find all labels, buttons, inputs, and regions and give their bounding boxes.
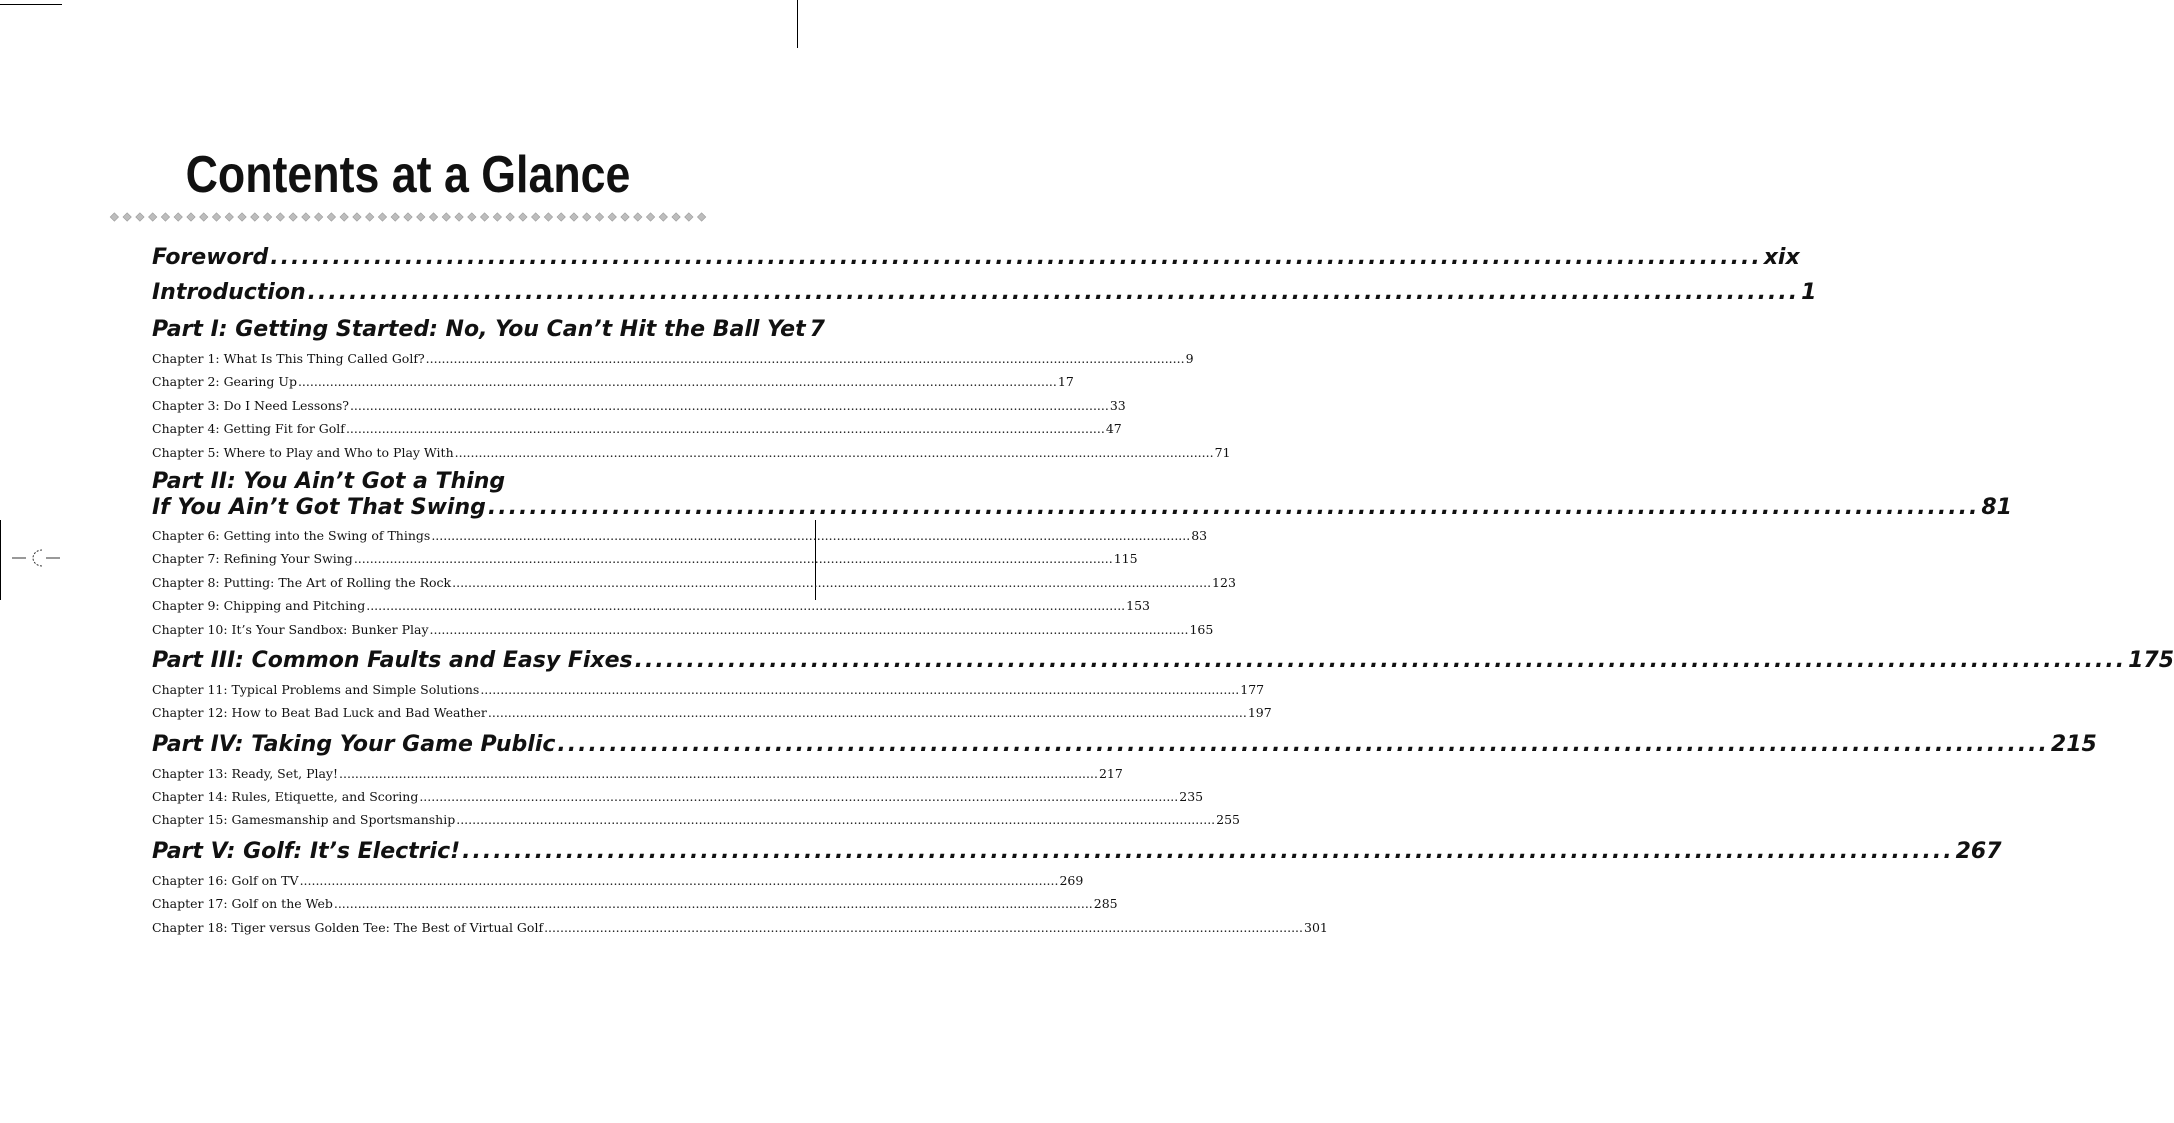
table-of-contents xyxy=(152,240,2174,939)
chapter-title: Chapter 2: Gearing Up xyxy=(152,374,297,390)
part-title: Part V: Golf: It’s Electric! xyxy=(152,838,461,864)
part-title-line2: If You Ain’t Got That Swing xyxy=(152,494,486,520)
chapter-page: 255 xyxy=(1216,812,1241,828)
toc-chapter[interactable] xyxy=(152,441,1231,464)
diamond-ornament xyxy=(697,213,705,221)
chapter-page: 285 xyxy=(1093,896,1118,912)
toc-chapter[interactable] xyxy=(152,594,1151,617)
toc-chapter[interactable] xyxy=(152,524,1208,547)
diamond-ornament xyxy=(276,213,284,221)
diamond-ornament xyxy=(672,213,680,221)
dot-leader xyxy=(426,347,1185,370)
diamond-ornament xyxy=(646,213,654,221)
diamond-ornament xyxy=(455,213,463,221)
diamond-ornament xyxy=(212,213,220,221)
dot-leader xyxy=(419,785,1178,808)
chapter-page: 165 xyxy=(1189,621,1214,637)
chapter-page: 9 xyxy=(1185,351,1194,366)
diamond-ornament xyxy=(238,213,246,221)
toc-part-2-line1[interactable] xyxy=(152,464,699,494)
diamond-ornament xyxy=(583,213,591,221)
toc-foreword[interactable] xyxy=(152,240,1800,275)
chapter-page: 197 xyxy=(1247,705,1272,721)
chapter-page: 115 xyxy=(1113,551,1138,567)
chapter-title: Chapter 6: Getting into the Swing of Things xyxy=(152,527,431,543)
diamond-ornament xyxy=(531,213,539,221)
toc-chapter[interactable] xyxy=(152,916,1328,939)
diamond-ornament xyxy=(506,213,514,221)
dot-leader xyxy=(308,275,1799,310)
introduction-title: Introduction xyxy=(152,280,306,305)
page-title: Contents at a Glance xyxy=(185,146,631,204)
dot-leader xyxy=(300,869,1059,892)
chapter-title: Chapter 14: Rules, Etiquette, and Scoring xyxy=(152,789,419,805)
dot-leader xyxy=(346,417,1105,440)
dot-leader xyxy=(350,394,1109,417)
diamond-ornament xyxy=(659,213,667,221)
diamond-ornament xyxy=(148,213,156,221)
toc-chapter[interactable] xyxy=(152,618,1214,641)
chapter-page: 153 xyxy=(1126,598,1151,614)
diamond-ornament xyxy=(429,213,437,221)
diamond-ornament xyxy=(327,213,335,221)
diamond-ornament xyxy=(557,213,565,221)
chapter-title: Chapter 8: Putting: The Art of Rolling the Rock xyxy=(152,574,452,590)
chapter-page: 71 xyxy=(1214,444,1231,460)
toc-introduction[interactable] xyxy=(152,275,1817,310)
dot-leader xyxy=(635,641,2126,681)
dot-leader xyxy=(456,808,1215,831)
chapter-page: 33 xyxy=(1109,397,1126,413)
chapter-title: Chapter 13: Ready, Set, Play! xyxy=(152,765,339,781)
dot-leader xyxy=(452,571,1211,594)
toc-chapter[interactable] xyxy=(152,701,1272,724)
dot-leader xyxy=(462,832,1953,872)
dot-leader xyxy=(455,441,1214,464)
dot-leader xyxy=(430,618,1189,641)
part-title-line1: Part II: You Ain’t Got a Thing xyxy=(152,468,506,494)
dot-leader xyxy=(334,892,1093,915)
diamond-ornament xyxy=(608,213,616,221)
part-title: Part III: Common Faults and Easy Fixes xyxy=(152,647,633,673)
chapter-page: 177 xyxy=(1240,681,1265,697)
chapter-title: Chapter 11: Typical Problems and Simple Solutions xyxy=(152,681,480,697)
diamond-ornament xyxy=(366,213,374,221)
chapter-title: Chapter 16: Golf on TV xyxy=(152,872,299,888)
chapter-page: 301 xyxy=(1304,919,1328,935)
chapter-page: 217 xyxy=(1098,765,1123,781)
diamond-ornament xyxy=(123,213,131,221)
diamond-ornament xyxy=(251,213,259,221)
dot-leader xyxy=(488,494,1979,522)
diamond-ornament xyxy=(110,213,118,221)
dot-leader xyxy=(354,547,1113,570)
diamond-ornament xyxy=(314,213,322,221)
introduction-page: 1 xyxy=(1801,280,1817,305)
part-page: 7 xyxy=(809,317,825,342)
toc-chapter[interactable] xyxy=(152,869,1084,892)
decorative-diamond-rule xyxy=(108,211,708,223)
chapter-title: Chapter 12: How to Beat Bad Luck and Bad Weather xyxy=(152,705,487,721)
dot-leader xyxy=(270,240,1761,275)
diamond-ornament xyxy=(442,213,450,221)
diamond-ornament xyxy=(289,213,297,221)
dot-leader xyxy=(557,725,2048,765)
diamond-ornament xyxy=(519,213,527,221)
chapter-title: Chapter 15: Gamesmanship and Sportsmanship xyxy=(152,812,456,828)
dot-leader xyxy=(366,594,1125,617)
chapter-title: Chapter 3: Do I Need Lessons? xyxy=(152,397,349,413)
toc-chapter[interactable] xyxy=(152,394,1126,417)
chapter-title: Chapter 4: Getting Fit for Golf xyxy=(152,421,345,437)
toc-part-1[interactable] xyxy=(152,310,825,347)
diamond-ornament xyxy=(200,213,208,221)
toc-chapter[interactable] xyxy=(152,785,1204,808)
diamond-ornament xyxy=(570,213,578,221)
diamond-ornament xyxy=(493,213,501,221)
chapter-page: 235 xyxy=(1179,789,1204,805)
chapter-title: Chapter 1: What Is This Thing Called Golf? xyxy=(152,351,425,366)
crop-mark-top-right xyxy=(797,0,798,48)
toc-chapter[interactable] xyxy=(152,678,1265,701)
diamond-ornament xyxy=(544,213,552,221)
chapter-title: Chapter 9: Chipping and Pitching xyxy=(152,598,366,614)
part-page: 81 xyxy=(1981,494,2012,520)
diamond-ornament xyxy=(391,213,399,221)
part-page: 267 xyxy=(1955,838,2002,864)
dot-leader xyxy=(339,762,1098,785)
chapter-title: Chapter 10: It’s Your Sandbox: Bunker Play xyxy=(152,621,429,637)
diamond-ornament xyxy=(136,213,144,221)
diamond-ornament xyxy=(340,213,348,221)
diamond-ornament xyxy=(187,213,195,221)
dot-leader xyxy=(298,370,1057,393)
diamond-ornament xyxy=(685,213,693,221)
toc-part-4[interactable] xyxy=(152,725,2097,762)
chapter-title: Chapter 7: Refining Your Swing xyxy=(152,551,353,567)
toc-chapter[interactable] xyxy=(152,808,1241,831)
toc-part-2[interactable] xyxy=(152,494,2012,524)
part-title: Part I: Getting Started: No, You Can’t Hit the Ball Yet xyxy=(152,317,806,342)
foreword-page: xix xyxy=(1763,245,1800,270)
toc-chapter[interactable] xyxy=(152,892,1118,915)
diamond-ornament xyxy=(263,213,271,221)
chapter-page: 269 xyxy=(1059,872,1084,888)
diamond-ornament xyxy=(480,213,488,221)
diamond-ornament xyxy=(302,213,310,221)
toc-chapter[interactable] xyxy=(152,762,1123,785)
dot-leader xyxy=(431,524,1190,547)
toc-chapter[interactable] xyxy=(152,370,1074,393)
toc-chapter[interactable] xyxy=(152,547,1138,570)
diamond-ornament xyxy=(595,213,603,221)
toc-chapter[interactable] xyxy=(152,417,1122,440)
toc-chapter[interactable] xyxy=(152,571,1236,594)
diamond-ornament xyxy=(634,213,642,221)
crop-mark-top-left xyxy=(0,4,62,5)
diamond-ornament xyxy=(468,213,476,221)
registration-mark-icon xyxy=(12,547,68,569)
diamond-ornament xyxy=(161,213,169,221)
chapter-title: Chapter 5: Where to Play and Who to Play With xyxy=(152,444,454,460)
part-page: 215 xyxy=(2050,731,2097,757)
diamond-ornament xyxy=(417,213,425,221)
dot-leader xyxy=(488,701,1247,724)
chapter-page: 123 xyxy=(1212,574,1236,590)
toc-chapter[interactable] xyxy=(152,347,1194,370)
chapter-page: 47 xyxy=(1105,421,1122,437)
dot-leader xyxy=(480,678,1239,701)
toc-part-3[interactable] xyxy=(152,641,2174,678)
diamond-ornament xyxy=(378,213,386,221)
margin-line-left xyxy=(0,520,1,600)
part-title: Part IV: Taking Your Game Public xyxy=(152,731,556,757)
part-page: 175 xyxy=(2128,647,2174,673)
diamond-ornament xyxy=(353,213,361,221)
diamond-ornament xyxy=(404,213,412,221)
diamond-ornament xyxy=(225,213,233,221)
chapter-title: Chapter 17: Golf on the Web xyxy=(152,896,333,912)
toc-part-5[interactable] xyxy=(152,832,2002,869)
chapter-page: 83 xyxy=(1191,527,1208,543)
foreword-title: Foreword xyxy=(152,245,269,270)
chapter-title: Chapter 18: Tiger versus Golden Tee: The Best of Virtual Golf xyxy=(152,919,544,935)
diamond-ornament xyxy=(621,213,629,221)
dot-leader xyxy=(544,916,1303,939)
diamond-ornament xyxy=(174,213,182,221)
chapter-page: 17 xyxy=(1057,374,1074,390)
